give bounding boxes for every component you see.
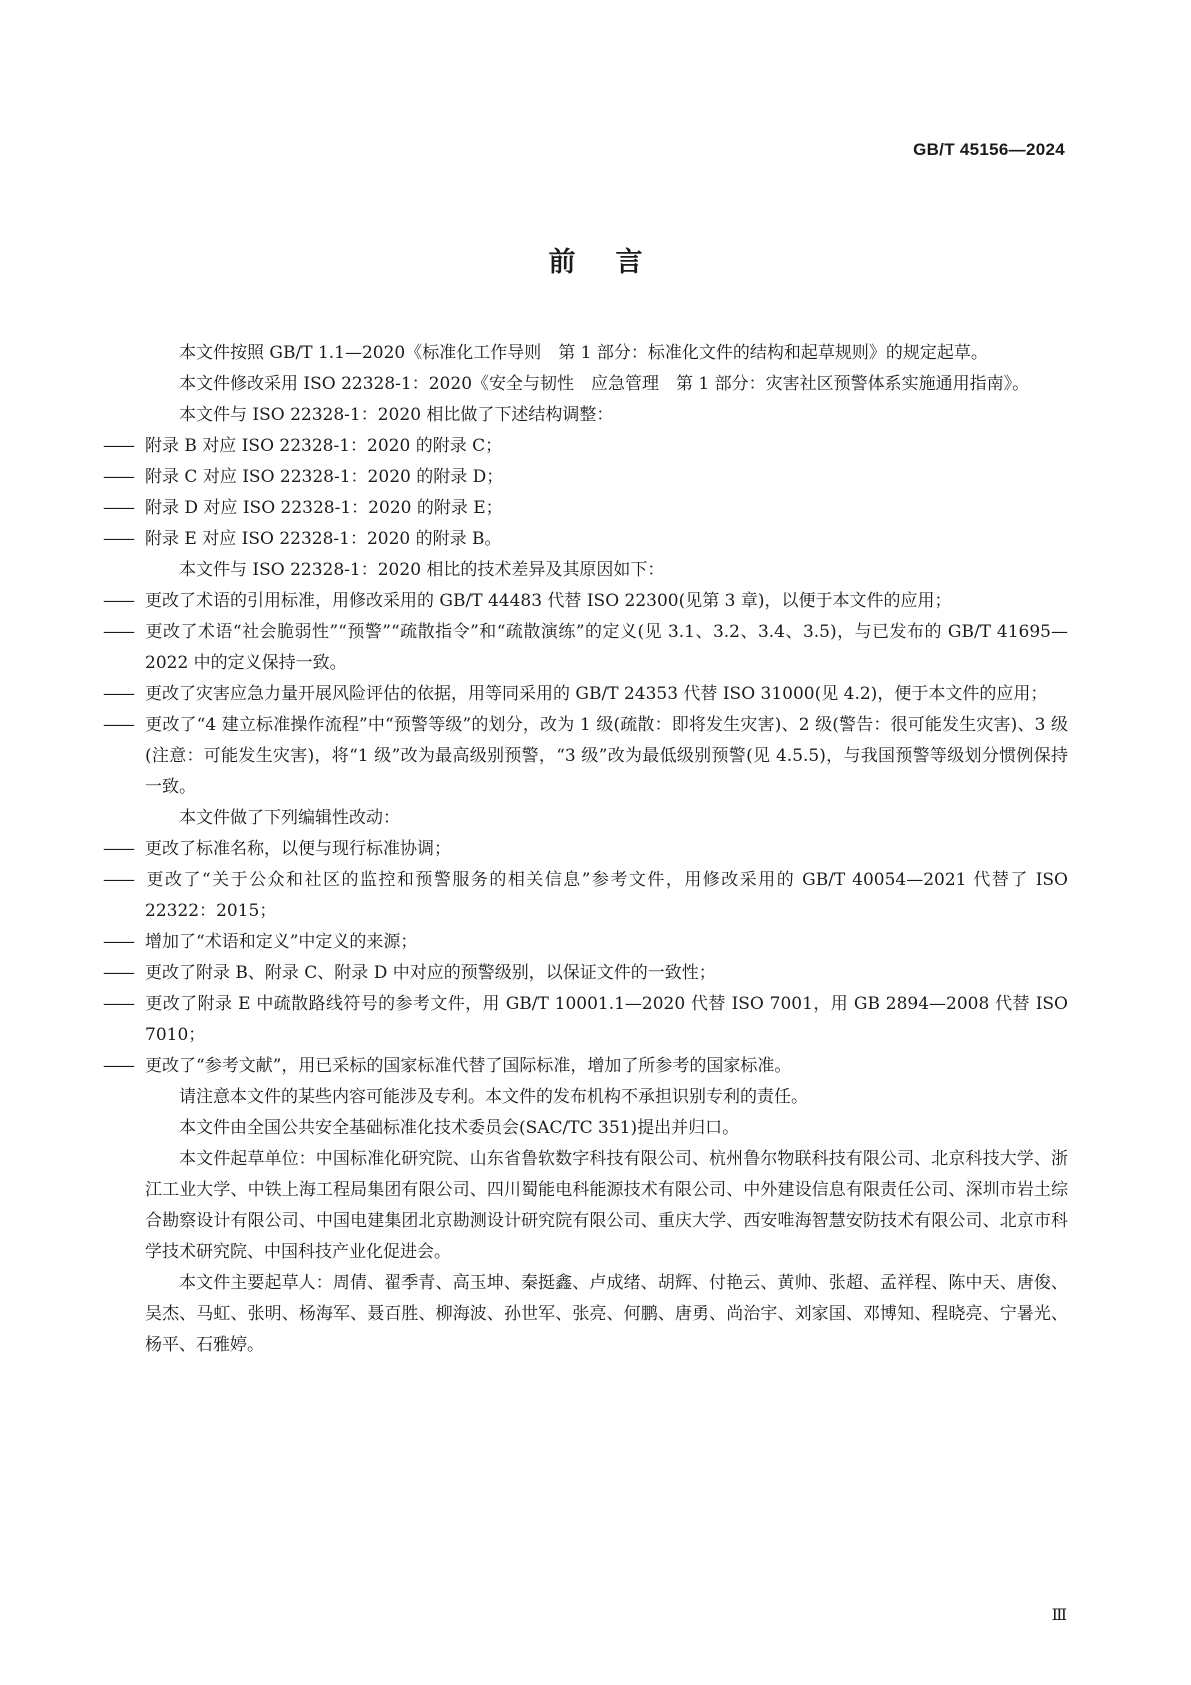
list-item: —— 更改了附录 E 中疏散路线符号的参考文件，用 GB/T 10001.1—2020 代替 ISO 7001，用 GB 2894—2008 代替 ISO 7010；: [103, 994, 1068, 1045]
list-item: —— 附录 C 对应 ISO 22328-1：2020 的附录 D；: [103, 467, 504, 487]
paragraph-structure-intro: 本文件与 ISO 22328-1：2020 相比做了下述结构调整：: [179, 405, 614, 425]
list-item: —— 更改了“关于公众和社区的监控和预警服务的相关信息”参考文件，用修改采用的 GB/T 40054—2021 代替了 ISO 22322：2015；: [103, 870, 1068, 921]
paragraph-drafting-basis: 本文件按照 GB/T 1.1—2020《标准化工作导则 第 1 部分：标准化文件的结构和起草规则》的规定起草。: [179, 343, 988, 363]
document-body: [103, 338, 1068, 1361]
standard-code: GB/T 45156—2024: [913, 140, 1065, 159]
list-item: —— 更改了标准名称，以便与现行标准协调；: [103, 839, 451, 859]
list-item: —— 更改了灾害应急力量开展风险评估的依据，用等同采用的 GB/T 24353 代替 ISO 31000(见 4.2)，便于本文件的应用；: [103, 684, 1048, 704]
list-item: —— 更改了术语的引用标准，用修改采用的 GB/T 44483 代替 ISO 22300(见第 3 章)，以便于本文件的应用；: [103, 591, 952, 611]
list-item: —— 附录 B 对应 ISO 22328-1：2020 的附录 C；: [103, 436, 503, 456]
paragraph-committee: 本文件由全国公共安全基础标准化技术委员会(SAC/TC 351)提出并归口。: [179, 1118, 740, 1138]
paragraph-patent-notice: 请注意本文件的某些内容可能涉及专利。本文件的发布机构不承担识别专利的责任。: [179, 1087, 808, 1107]
paragraph-adoption: 本文件修改采用 ISO 22328-1：2020《安全与韧性 应急管理 第 1 部分：灾害社区预警体系实施通用指南》。: [179, 374, 1030, 394]
list-item: —— 增加了“术语和定义”中定义的来源；: [103, 932, 418, 952]
page-number: Ⅲ: [1051, 1605, 1067, 1624]
list-item: —— 更改了“参考文献”，用已采标的国家标准代替了国际标准，增加了所参考的国家标准。: [103, 1056, 792, 1076]
paragraph-editorial-intro: 本文件做了下列编辑性改动：: [179, 808, 400, 828]
paragraph-technical-intro: 本文件与 ISO 22328-1：2020 相比的技术差异及其原因如下：: [179, 560, 665, 580]
page-title: 前言: [548, 247, 683, 278]
paragraph-drafters: 本文件主要起草人：周倩、翟季青、高玉坤、秦挺鑫、卢成绪、胡辉、付艳云、黄帅、张超、孟祥程、陈中天、唐俊、吴杰、马虹、张明、杨海军、聂百胜、柳海波、孙世军、张亮、何鹏、唐勇、尚治宇、刘家国、邓博知、程晓亮、宁暑光、杨平、石雅婷。: [145, 1273, 1068, 1355]
list-item: —— 附录 E 对应 ISO 22328-1：2020 的附录 B。: [103, 529, 502, 549]
paragraph-drafting-units: 本文件起草单位：中国标准化研究院、山东省鲁软数字科技有限公司、杭州鲁尔物联科技有限公司、北京科技大学、浙江工业大学、中铁上海工程局集团有限公司、四川蜀能电科能源技术有限公司、中外建设信息有限责任公司、深圳市岩土综合勘察设计有限公司、中国电建集团北京勘测设计研究院有限公司、重庆大学、西安唯海智慧安防技术有限公司、北京市科学技术研究院、中国科技产业化促进会。: [145, 1149, 1068, 1262]
list-item: —— 更改了“4 建立标准操作流程”中“预警等级”的划分，改为 1 级(疏散：即将发生灾害)、2 级(警告：很可能发生灾害)、3 级(注意：可能发生灾害)，将“1 级”改为最高级别预警，“3 级”改为最低级别预警(见 4.5.5)，与我国预警等级划分惯例保持一致。: [103, 715, 1068, 797]
list-item: —— 更改了附录 B、附录 C、附录 D 中对应的预警级别，以保证文件的一致性；: [103, 963, 716, 983]
list-item: —— 附录 D 对应 ISO 22328-1：2020 的附录 E；: [103, 498, 503, 518]
list-item: —— 更改了术语“社会脆弱性”“预警”“疏散指令”和“疏散演练”的定义(见 3.1、3.2、3.4、3.5)，与已发布的 GB/T 41695—2022 中的定义保持一致。: [103, 622, 1068, 673]
